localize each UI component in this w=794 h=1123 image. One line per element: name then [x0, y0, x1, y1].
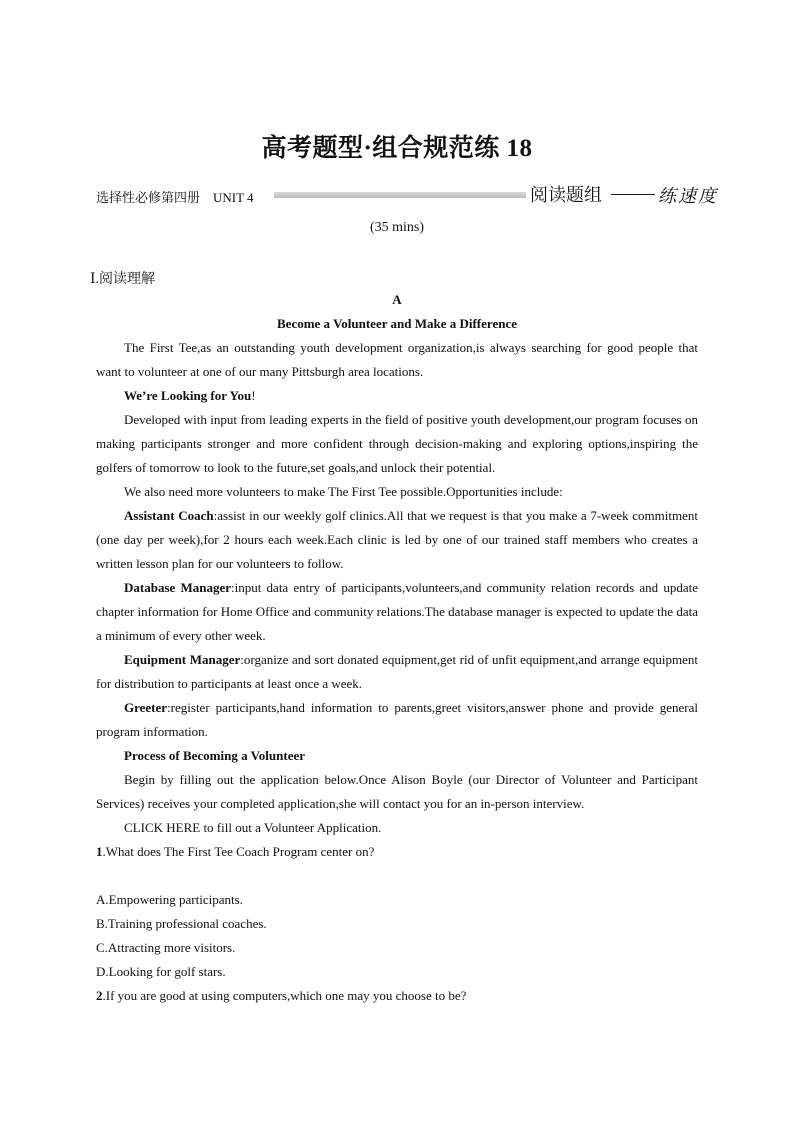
click-here-text: CLICK HERE to fill out a Volunteer Application.	[124, 820, 382, 835]
role-equipment-manager	[96, 648, 698, 696]
passage-letter: A	[392, 292, 402, 307]
option-a: A.Empowering participants.	[96, 892, 243, 907]
intro-paragraph: The First Tee,as an outstanding youth development organization,is always searching for good people that want to volunteer at one of our many Pittsburgh area locations.	[96, 340, 698, 379]
opportunities-paragraph: We also need more volunteers to make The First Tee possible.Opportunities include:	[124, 484, 563, 499]
page-title: 高考题型·组合规范练 18	[261, 135, 533, 162]
role-name: Assistant Coach	[124, 508, 214, 523]
role-desc: :organize and sort donated equipment,get rid of unfit equipment,and arrange equipment for distribution to participants at least once a week.	[96, 652, 699, 691]
role-name: Database Manager	[124, 580, 232, 595]
role-database-manager	[96, 576, 698, 648]
question-1	[96, 840, 698, 864]
question-number: 1	[96, 844, 103, 859]
decorative-bar	[274, 192, 526, 198]
question-2	[96, 984, 698, 1008]
question-number: 2	[96, 988, 103, 1003]
process-paragraph: Begin by filling out the application below.Once Alison Boyle (our Director of Volunteer and Participant Services) receives your completed application,she will contact you for an in-person interview.	[96, 772, 698, 811]
developed-paragraph: Developed with input from leading experts in the field of positive youth development,our program focuses on making participants stronger and more confident through decision-making and exploring options,inspiring the golfers of tomorrow to look to the future,set goals,and unlock their potential.	[96, 412, 698, 475]
looking-heading-text: We’re Looking for You	[124, 388, 252, 403]
role-greeter	[96, 696, 698, 744]
section-subtitle: 练速度	[658, 186, 718, 206]
subheader	[96, 181, 736, 209]
process-heading: Process of Becoming a Volunteer	[124, 748, 306, 763]
role-desc: :input data entry of participants,volunteers,and community relation records and update chapter information for Home Office and community relations.The database manager is expected to update the data a minimum of every other week.	[96, 580, 698, 643]
role-assistant-coach	[96, 504, 698, 576]
role-name: Greeter	[124, 700, 168, 715]
unit-label: 选择性必修第四册 UNIT 4	[96, 190, 254, 205]
role-desc: :assist in our weekly golf clinics.All that we request is that you make a 7-week commitment (one day per week),for 2 hours each week.Each clinic is led by one of our trained staff members who creates a written lesson plan for our volunteers to follow.	[96, 508, 698, 571]
section-title: 阅读题组	[530, 185, 602, 205]
role-desc: :register participants,hand information to parents,greet visitors,answer phone and provide general program information.	[96, 700, 698, 739]
question-text: .What does The First Tee Coach Program center on?	[102, 844, 375, 859]
passage-body	[96, 288, 698, 1008]
question-text: .If you are good at using computers,which one may you choose to be?	[102, 988, 467, 1003]
duration-label: (35 mins)	[369, 220, 425, 235]
looking-heading-mark: !	[251, 388, 256, 403]
dash-divider	[611, 194, 655, 195]
option-c: C.Attracting more visitors.	[96, 940, 236, 955]
passage-title: Become a Volunteer and Make a Difference	[277, 316, 517, 331]
option-d: D.Looking for golf stars.	[96, 964, 226, 979]
blank-gap	[96, 864, 698, 888]
looking-heading	[96, 384, 698, 408]
section-heading: Ⅰ.阅读理解	[90, 272, 156, 287]
option-b: B.Training professional coaches.	[96, 916, 267, 931]
role-name: Equipment Manager	[124, 652, 241, 667]
